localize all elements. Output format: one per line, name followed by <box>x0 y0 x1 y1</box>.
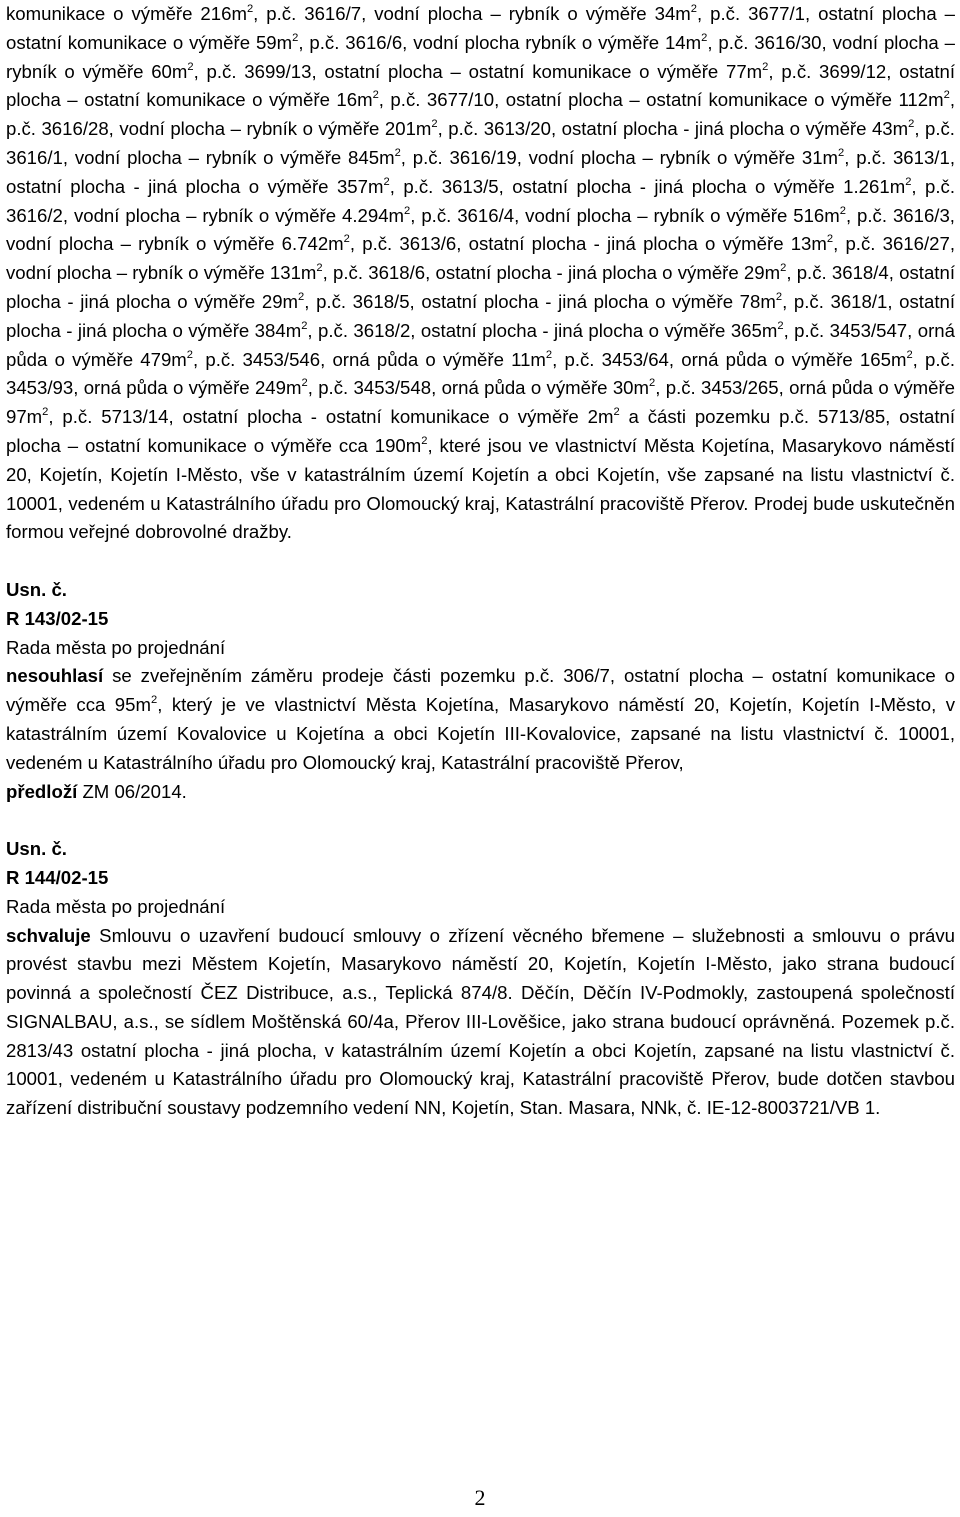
superscript: 2 <box>246 2 254 15</box>
superscript: 2 <box>394 146 401 159</box>
superscript: 2 <box>690 2 698 15</box>
superscript: 2 <box>826 233 834 246</box>
superscript: 2 <box>404 204 411 217</box>
bold-keyword: nesouhlasí <box>6 665 104 687</box>
council-line: Rada města po projednání <box>6 636 226 658</box>
resolution-body: nesouhlasí se zveřejněním záměru prodeje části pozemku p.č. 306/7, ostatní plocha – ostatní komunikace o výměře cca $95m^2$, který je ve vlastnictví Města Kojetína, Masarykovo náměstí 20, Kojetín, Kojetín I-Město, v katastrálním území Kovalovice u Kojetína a obci Kojetín III-Kovalovice, zapsané na listu vlastnictví č. 10001, vedeném u Katastrálního úřadu pro Olomoucký kraj, Katastrální pracoviště Přerov, předloží ZM 06/2014. <box>6 665 955 802</box>
superscript: 2 <box>777 319 784 332</box>
resolution-label: Usn. č. <box>6 838 67 860</box>
superscript: 2 <box>839 204 846 217</box>
superscript: 2 <box>316 262 323 275</box>
resolution-number: R 143/02-15 <box>6 607 109 629</box>
superscript: 2 <box>343 233 350 246</box>
superscript: 2 <box>780 262 787 275</box>
superscript: 2 <box>187 60 194 73</box>
intro-paragraph: komunikace o výměře $216m^2$, p.č. 3616/7, vodní plocha – rybník o výměře $34m^2$, p.č. 3677/1, ostatní plocha – ostatní komunikace o výměře $59m^2$, p.č. 3616/6, vodní plocha rybník o výměře $14m^2$, p.č. 3616/30, vodní plocha – rybník o výměře $60m^2$, p.č. 3699/13, ostatní plocha – ostatní komunikace o výměře $77m^2$, p.č. 3699/12, ostatní plocha – ostatní komunikace o výměře $16m^2$, p.č. 3677/10, ostatní plocha – ostatní komunikace o výměře $112m^2$, p.č. 3616/28, vodní plocha – rybník o výměře $201m^2$, p.č. 3613/20, ostatní plocha - jiná plocha o výměře $43m^2$, p.č. 3616/1, vodní plocha – rybník o výměře $845m^2$, p.č. 3616/19, vodní plocha – rybník o výměře $31m^2$, p.č. 3613/1, ostatní plocha - jiná plocha o výměře $357m^2$, p.č. 3613/5, ostatní plocha - jiná plocha o výměře $1.261m^2$, p.č. 3616/2, vodní plocha – rybník o výměře $4.294m^2$, p.č. 3616/4, vodní plocha – rybník o výměře $516m^2$, p.č. 3616/3, vodní plocha – rybník o výměře $6.742m^2$, p.č. 3613/6, ostatní plocha - jiná plocha o výměře $13m^2$, p.č. 3616/27, vodní plocha – rybník o výměře $131m^2$, p.č. 3618/6, ostatní plocha - jiná plocha o výměře $29m^2$, p.č. 3618/4, ostatní plocha - jiná plocha o výměře $29m^2$, p.č. 3618/5, ostatní plocha - jiná plocha o výměře $78m^2$, p.č. 3618/1, ostatní plocha - jiná plocha o výměře $384m^2$, p.č. 3618/2, ostatní plocha - jiná plocha o výměře $365m^2$, p.č. 3453/547, orná půda o výměře $479m^2$, p.č. 3453/546, orná půda o výměře $11m^2$, p.č. 3453/64, orná půda o výměře $165m^2$, p.č. 3453/93, orná půda o výměře $249m^2$, p.č. 3453/548, orná půda o výměře $30m^2$, p.č. 3453/265, orná půda o výměře $97m^2$, p.č. 5713/14, ostatní plocha - ostatní komunikace o výměře $2m^2$ a části pozemku p.č. 5713/85, ostatní plocha – ostatní komunikace o výměře cca $190m^2$, které jsou ve vlastnictví Města Kojetína, Masarykovo náměstí 20, Kojetín, Kojetín I-Město, vše v katastrálním území Kojetín a obci Kojetín, vše zapsané na listu vlastnictví č. 10001, vedeném u Katastrálního úřadu pro Olomoucký kraj, Katastrální pracoviště Přerov. Prodej bude uskutečněn formou veřejné dobrovolné dražby. <box>6 2 956 543</box>
resolution-number: R 144/02-15 <box>6 866 109 888</box>
page-number: 2 <box>474 1485 486 1510</box>
superscript: 2 <box>292 31 299 44</box>
superscript: 2 <box>701 31 708 44</box>
bold-keyword: schvaluje <box>6 924 91 946</box>
council-line: Rada města po projednání <box>6 895 226 917</box>
superscript: 2 <box>383 175 390 188</box>
superscript: 2 <box>649 377 656 390</box>
superscript: 2 <box>298 290 305 303</box>
superscript: 2 <box>421 434 428 447</box>
superscript: 2 <box>372 89 379 102</box>
superscript: 2 <box>301 377 308 390</box>
superscript: 2 <box>301 319 308 332</box>
superscript: 2 <box>908 118 915 131</box>
resolution-body: schvaluje Smlouvu o uzavření budoucí smlouvy o zřízení věcného břemene – služebnosti a smlouvu o právu provést stavbu mezi Městem Kojetín, Masarykovo náměstí 20, Kojetín, Kojetín I-Město, jako strana budoucí povinná a společností ČEZ Distribuce, a.s., Teplická 874/8. Děčín, Děčín IV-Podmokly, zastoupená společností SIGNALBAU, a.s., se sídlem Moštěnská 60/4a, Přerov III-Lověšice, jako strana budoucí oprávněná. Pozemek p.č. 2813/43 ostatní plocha - jiná plocha, v katastrálním území Kojetín a obci Kojetín, zapsané na listu vlastnictví č. 10001, vedeném u Katastrálního úřadu pro Olomoucký kraj, Katastrální pracoviště Přerov, bude dotčen stavbou zařízení distribuční soustavy podzemního vedení NN, Kojetín, Stan. Masara, NNk, č. IE-12-8003721/VB 1. <box>6 924 955 1119</box>
superscript: 2 <box>431 118 438 131</box>
superscript: 2 <box>186 348 193 361</box>
superscript: 2 <box>775 290 783 303</box>
resolution-r143 <box>6 576 955 806</box>
superscript: 2 <box>613 406 620 419</box>
superscript: 2 <box>838 146 845 159</box>
bold-keyword: předloží <box>6 780 78 802</box>
superscript: 2 <box>943 89 950 102</box>
superscript: 2 <box>762 60 769 73</box>
document-page <box>6 0 955 1123</box>
superscript: 2 <box>150 694 158 707</box>
superscript: 2 <box>906 348 913 361</box>
superscript: 2 <box>42 406 49 419</box>
superscript: 2 <box>545 348 553 361</box>
resolution-r144 <box>6 835 955 1123</box>
superscript: 2 <box>905 175 912 188</box>
resolution-label: Usn. č. <box>6 578 67 600</box>
